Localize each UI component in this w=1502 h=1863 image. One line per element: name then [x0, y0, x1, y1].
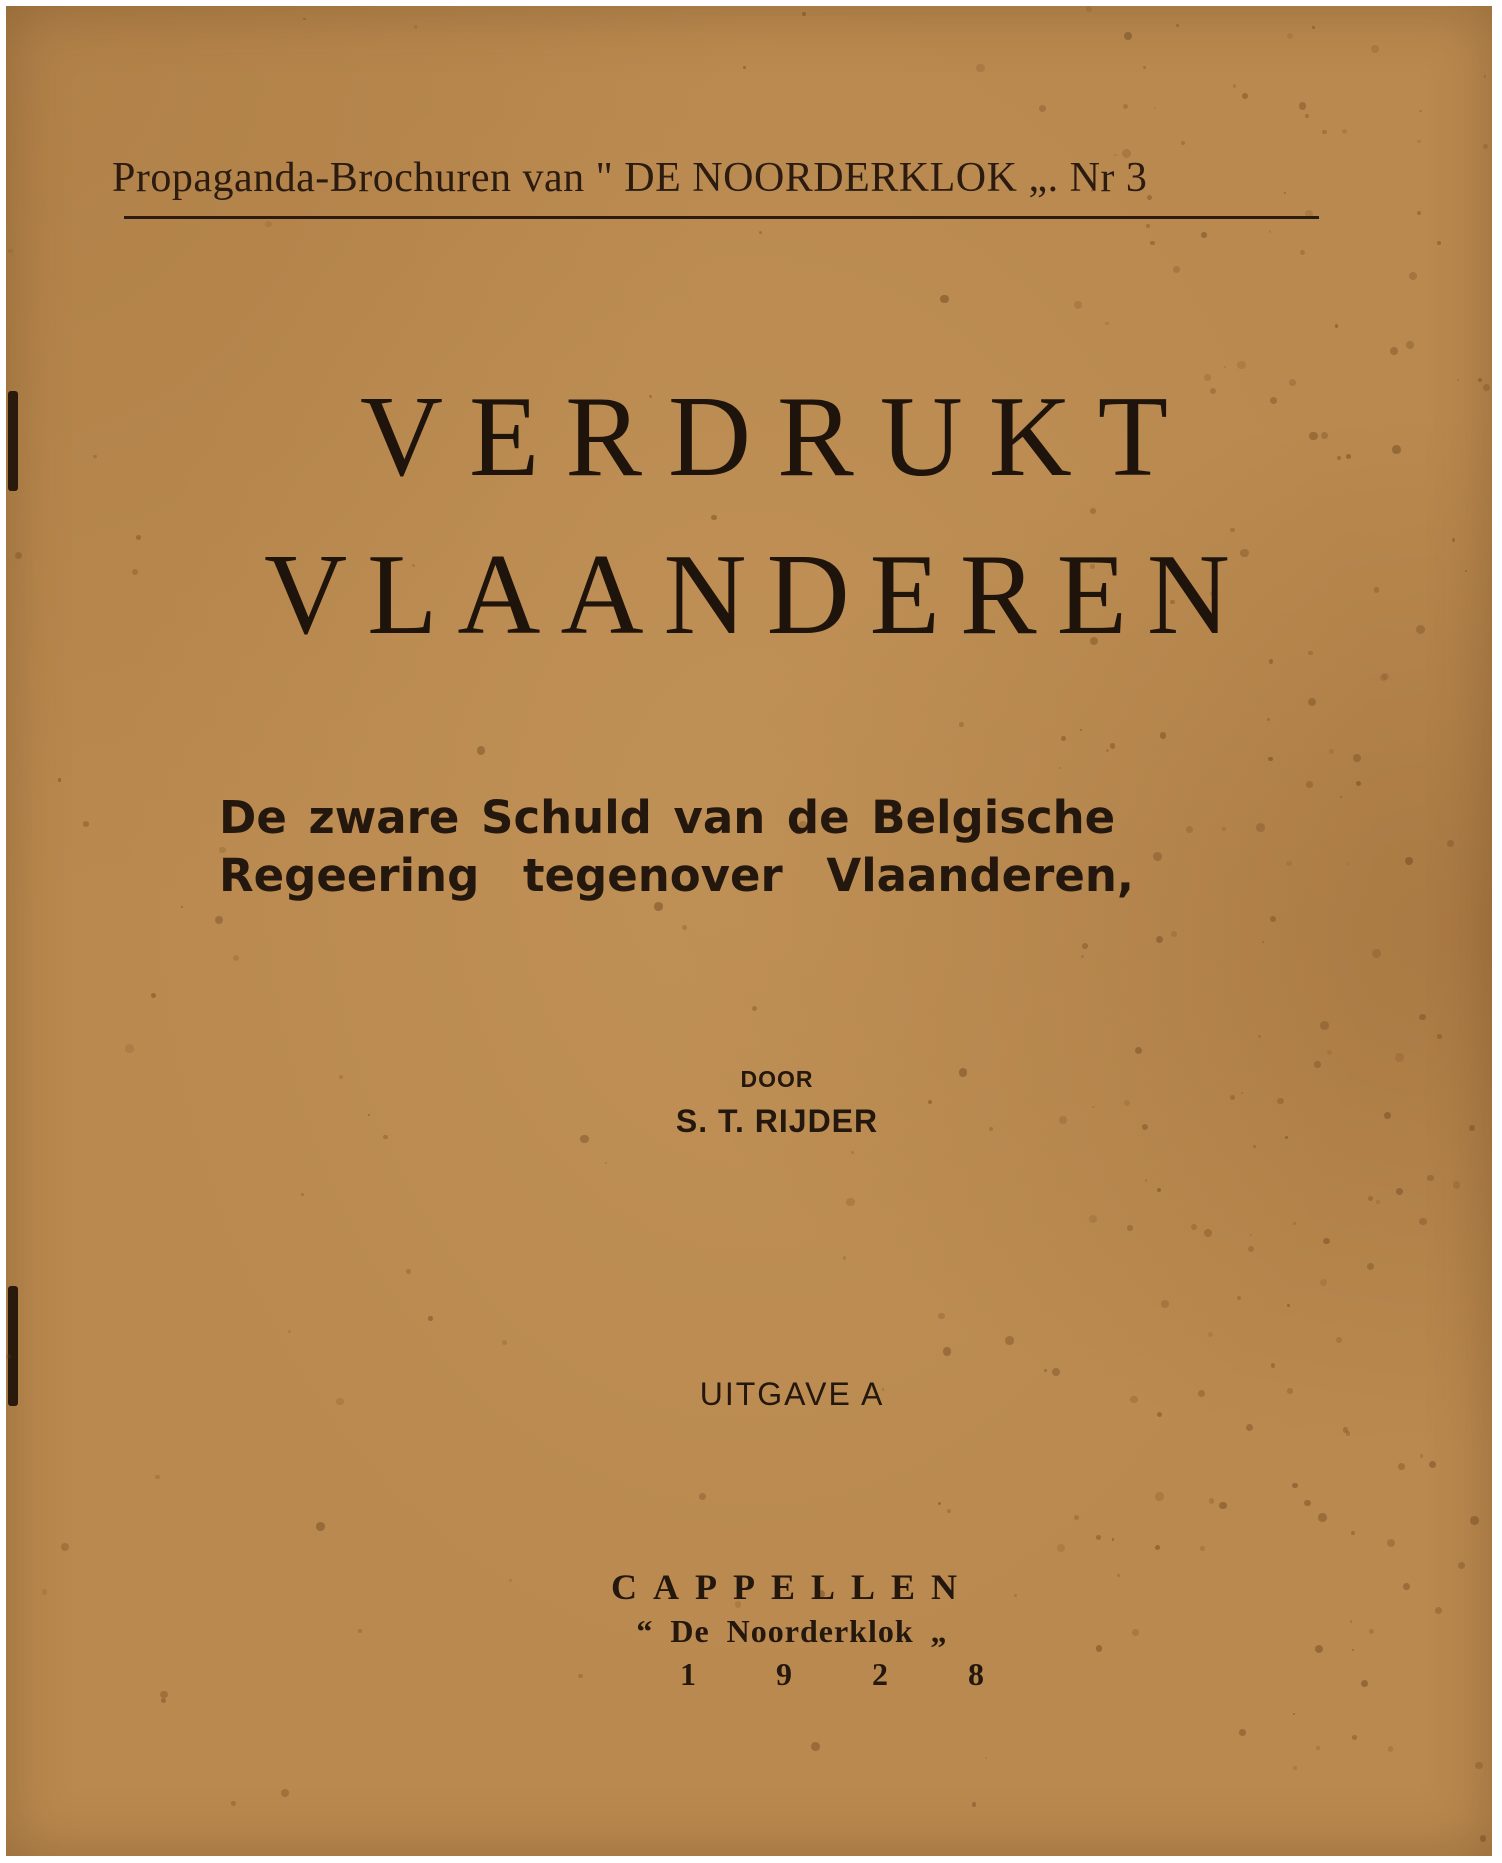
- foxing-spot: [959, 722, 963, 726]
- foxing-spot: [1300, 250, 1305, 255]
- foxing-spot: [1351, 1531, 1355, 1535]
- foxing-spot: [1287, 1304, 1290, 1307]
- foxing-spot: [1318, 1513, 1327, 1522]
- foxing-spot: [83, 821, 89, 827]
- foxing-spot: [1286, 861, 1292, 867]
- foxing-spot: [1127, 1225, 1133, 1231]
- foxing-spot: [1316, 1746, 1319, 1749]
- foxing-spot: [802, 12, 806, 16]
- foxing-spot: [1191, 1224, 1197, 1230]
- foxing-spot: [1368, 1196, 1373, 1201]
- foxing-spot: [1110, 743, 1115, 748]
- foxing-spot: [231, 1801, 236, 1806]
- title-line-2: VLAANDEREN: [264, 531, 1250, 658]
- foxing-spot: [1352, 1735, 1357, 1740]
- foxing-spot: [1160, 732, 1166, 738]
- foxing-spot: [316, 1522, 325, 1531]
- foxing-spot: [1039, 105, 1046, 112]
- foxing-spot: [1061, 736, 1066, 741]
- foxing-spot: [976, 64, 985, 73]
- foxing-spot: [1353, 754, 1361, 762]
- foxing-spot: [502, 1340, 507, 1345]
- foxing-spot: [1429, 1461, 1436, 1468]
- foxing-spot: [281, 1789, 289, 1797]
- foxing-spot: [1270, 916, 1276, 922]
- publication-year: 1928: [680, 1656, 1064, 1692]
- foxing-spot: [1143, 66, 1146, 69]
- foxing-spot: [972, 1802, 976, 1806]
- series-rule: [124, 216, 1319, 219]
- foxing-spot: [1005, 1336, 1014, 1345]
- foxing-spot: [1340, 796, 1343, 799]
- foxing-spot: [851, 1151, 854, 1154]
- foxing-spot: [1156, 936, 1163, 943]
- foxing-spot: [1157, 1188, 1161, 1192]
- foxing-spot: [699, 1493, 706, 1500]
- foxing-spot: [1237, 1296, 1241, 1300]
- foxing-spot: [1105, 322, 1109, 326]
- series-heading: Propaganda-Brochuren van " DE NOORDERKLOK „. Nr 3: [112, 155, 1148, 201]
- foxing-spot: [233, 955, 239, 961]
- foxing-spot: [1312, 26, 1315, 29]
- foxing-spot: [1323, 1238, 1330, 1245]
- foxing-spot: [1293, 1713, 1295, 1715]
- foxing-spot: [940, 295, 949, 304]
- foxing-spot: [1112, 1538, 1114, 1540]
- foxing-spot: [1470, 1516, 1479, 1525]
- foxing-spot: [1475, 1762, 1482, 1769]
- foxing-spot: [1376, 1200, 1380, 1204]
- foxing-spot: [1380, 674, 1387, 681]
- foxing-spot: [1405, 857, 1413, 865]
- foxing-spot: [985, 1757, 987, 1759]
- foxing-spot: [1322, 130, 1327, 135]
- foxing-spot: [1153, 852, 1162, 861]
- foxing-spot: [1080, 729, 1082, 731]
- foxing-spot: [1230, 1095, 1235, 1100]
- foxing-spot: [1150, 241, 1154, 245]
- foxing-spot: [1258, 1035, 1261, 1038]
- foxing-spot: [1327, 1050, 1332, 1055]
- foxing-spot: [1124, 32, 1132, 40]
- foxing-spot: [1356, 781, 1361, 786]
- foxing-spot: [1304, 1500, 1310, 1506]
- foxing-spot: [1224, 366, 1226, 368]
- foxing-spot: [1308, 698, 1316, 706]
- foxing-spot: [1242, 93, 1248, 99]
- foxing-spot: [1237, 361, 1245, 369]
- foxing-spot: [846, 1198, 854, 1206]
- foxing-spot: [752, 1006, 757, 1011]
- foxing-spot: [1336, 1337, 1342, 1343]
- foxing-spot: [1484, 75, 1487, 78]
- subtitle-line-1: De zware Schuld van de Belgische: [219, 791, 1116, 844]
- foxing-spot: [1209, 1498, 1215, 1504]
- foxing-spot: [843, 1256, 847, 1260]
- foxing-spot: [711, 515, 717, 521]
- foxing-spot: [1239, 1729, 1246, 1736]
- foxing-spot: [1181, 141, 1186, 146]
- foxing-spot: [1427, 1175, 1433, 1181]
- foxing-spot: [1086, 6, 1092, 12]
- foxing-spot: [1268, 757, 1273, 762]
- foxing-spot: [1204, 1229, 1212, 1237]
- foxing-spot: [1419, 1014, 1425, 1020]
- foxing-spot: [1090, 508, 1097, 515]
- foxing-spot: [1096, 1535, 1101, 1540]
- foxing-spot: [155, 1475, 160, 1480]
- foxing-spot: [301, 1193, 304, 1196]
- foxing-spot: [759, 231, 762, 234]
- foxing-spot: [1219, 1502, 1226, 1509]
- foxing-spot: [303, 18, 305, 20]
- foxing-spot: [1292, 1483, 1297, 1488]
- foxing-spot: [1390, 347, 1398, 355]
- by-label: DOOR: [740, 1066, 814, 1092]
- foxing-spot: [1371, 45, 1379, 53]
- foxing-spot: [1395, 1053, 1404, 1062]
- foxing-spot: [1123, 104, 1128, 109]
- foxing-spot: [161, 1698, 167, 1704]
- foxing-spot: [1256, 823, 1265, 832]
- foxing-spot: [1208, 1332, 1213, 1337]
- foxing-spot: [1437, 241, 1441, 245]
- foxing-spot: [1447, 840, 1454, 847]
- foxing-spot: [1082, 943, 1088, 949]
- foxing-spot: [1372, 949, 1381, 958]
- foxing-spot: [1044, 1369, 1047, 1372]
- foxing-spot: [1417, 140, 1420, 143]
- foxing-spot: [1155, 1545, 1160, 1550]
- foxing-spot: [1135, 1047, 1142, 1054]
- foxing-spot: [1287, 33, 1293, 39]
- foxing-spot: [1222, 827, 1226, 831]
- publisher-city: CAPPELLEN: [610, 1567, 974, 1607]
- edition-label: UITGAVE A: [699, 1376, 885, 1412]
- foxing-spot: [1052, 1368, 1060, 1376]
- foxing-spot: [1074, 1515, 1079, 1520]
- foxing-spot: [1320, 1021, 1329, 1030]
- foxing-spot: [1396, 1188, 1403, 1195]
- foxing-spot: [743, 66, 746, 69]
- foxing-spot: [1293, 1222, 1296, 1225]
- foxing-spot: [1453, 1181, 1461, 1189]
- foxing-spot: [1269, 230, 1271, 232]
- foxing-spot: [61, 1543, 69, 1551]
- brochure-cover: [6, 6, 1492, 1856]
- foxing-spot: [1161, 1300, 1168, 1307]
- foxing-spot: [1320, 1279, 1327, 1286]
- foxing-spot: [943, 1347, 951, 1355]
- foxing-spot: [1176, 24, 1179, 27]
- foxing-spot: [1089, 1215, 1097, 1223]
- foxing-spot: [1483, 144, 1488, 149]
- foxing-spot: [1271, 1363, 1275, 1367]
- foxing-spot: [1201, 232, 1207, 238]
- foxing-spot: [1145, 1179, 1148, 1182]
- foxing-spot: [1306, 781, 1313, 788]
- foxing-spot: [265, 221, 271, 227]
- foxing-spot: [477, 746, 485, 754]
- foxing-spot: [1173, 266, 1180, 273]
- foxing-spot: [1146, 224, 1150, 228]
- foxing-spot: [406, 1269, 411, 1274]
- foxing-spot: [1398, 1463, 1405, 1470]
- foxing-spot: [1074, 301, 1082, 309]
- foxing-spot: [938, 1313, 945, 1320]
- foxing-spot: [8, 249, 13, 254]
- foxing-spot: [1305, 114, 1309, 118]
- foxing-spot: [6, 1354, 11, 1359]
- foxing-spot: [1299, 102, 1306, 109]
- foxing-spot: [1388, 1746, 1393, 1751]
- foxing-spot: [1387, 1539, 1395, 1547]
- foxing-spot: [1262, 941, 1264, 943]
- foxing-spot: [1419, 110, 1422, 113]
- foxing-spot: [1437, 1034, 1441, 1038]
- foxing-spot: [1171, 931, 1177, 937]
- publisher-name: “ De Noorderklok „: [636, 1613, 948, 1649]
- foxing-spot: [1155, 1492, 1164, 1501]
- foxing-spot: [1417, 211, 1421, 215]
- foxing-spot: [1059, 767, 1062, 770]
- foxing-spot: [215, 916, 223, 924]
- foxing-spot: [682, 925, 686, 929]
- foxing-spot: [1253, 1145, 1256, 1148]
- foxing-spot: [1347, 863, 1349, 865]
- foxing-spot: [1342, 129, 1347, 134]
- foxing-spot: [1293, 1766, 1297, 1770]
- foxing-spot: [1250, 1234, 1252, 1236]
- foxing-spot: [1233, 84, 1237, 88]
- foxing-spot: [947, 1509, 951, 1513]
- foxing-spot: [181, 906, 183, 908]
- foxing-spot: [938, 1502, 942, 1506]
- author-name: S. T. RIJDER: [675, 1103, 879, 1139]
- foxing-spot: [1246, 1424, 1253, 1431]
- foxing-spot: [58, 778, 61, 781]
- foxing-spot: [1329, 749, 1334, 754]
- foxing-spot: [288, 1330, 291, 1333]
- foxing-spot: [1267, 718, 1270, 721]
- foxing-spot: [1480, 1835, 1486, 1841]
- foxing-spot: [1057, 1544, 1065, 1552]
- foxing-spot: [1406, 341, 1414, 349]
- foxing-spot: [1367, 1263, 1374, 1270]
- foxing-spot: [1186, 826, 1193, 833]
- foxing-spot: [1248, 1246, 1254, 1252]
- foxing-spot: [1200, 1546, 1204, 1550]
- foxing-spot: [414, 25, 418, 29]
- foxing-spot: [811, 1742, 820, 1751]
- foxing-spot: [125, 1044, 133, 1052]
- foxing-spot: [1419, 1218, 1427, 1226]
- foxing-spot: [151, 993, 156, 998]
- foxing-spot: [428, 1316, 432, 1320]
- title-line-1: VERDRUKT: [359, 373, 1195, 500]
- foxing-spot: [1106, 749, 1108, 751]
- subtitle-line-2: Regeering tegenover Vlaanderen,: [219, 849, 1134, 902]
- foxing-spot: [1409, 272, 1417, 280]
- foxing-spot: [605, 1162, 607, 1164]
- foxing-spot: [654, 902, 663, 911]
- foxing-spot: [1335, 324, 1338, 327]
- foxing-spot: [1081, 955, 1084, 958]
- foxing-spot: [1154, 107, 1156, 109]
- foxing-spot: [1420, 1454, 1423, 1457]
